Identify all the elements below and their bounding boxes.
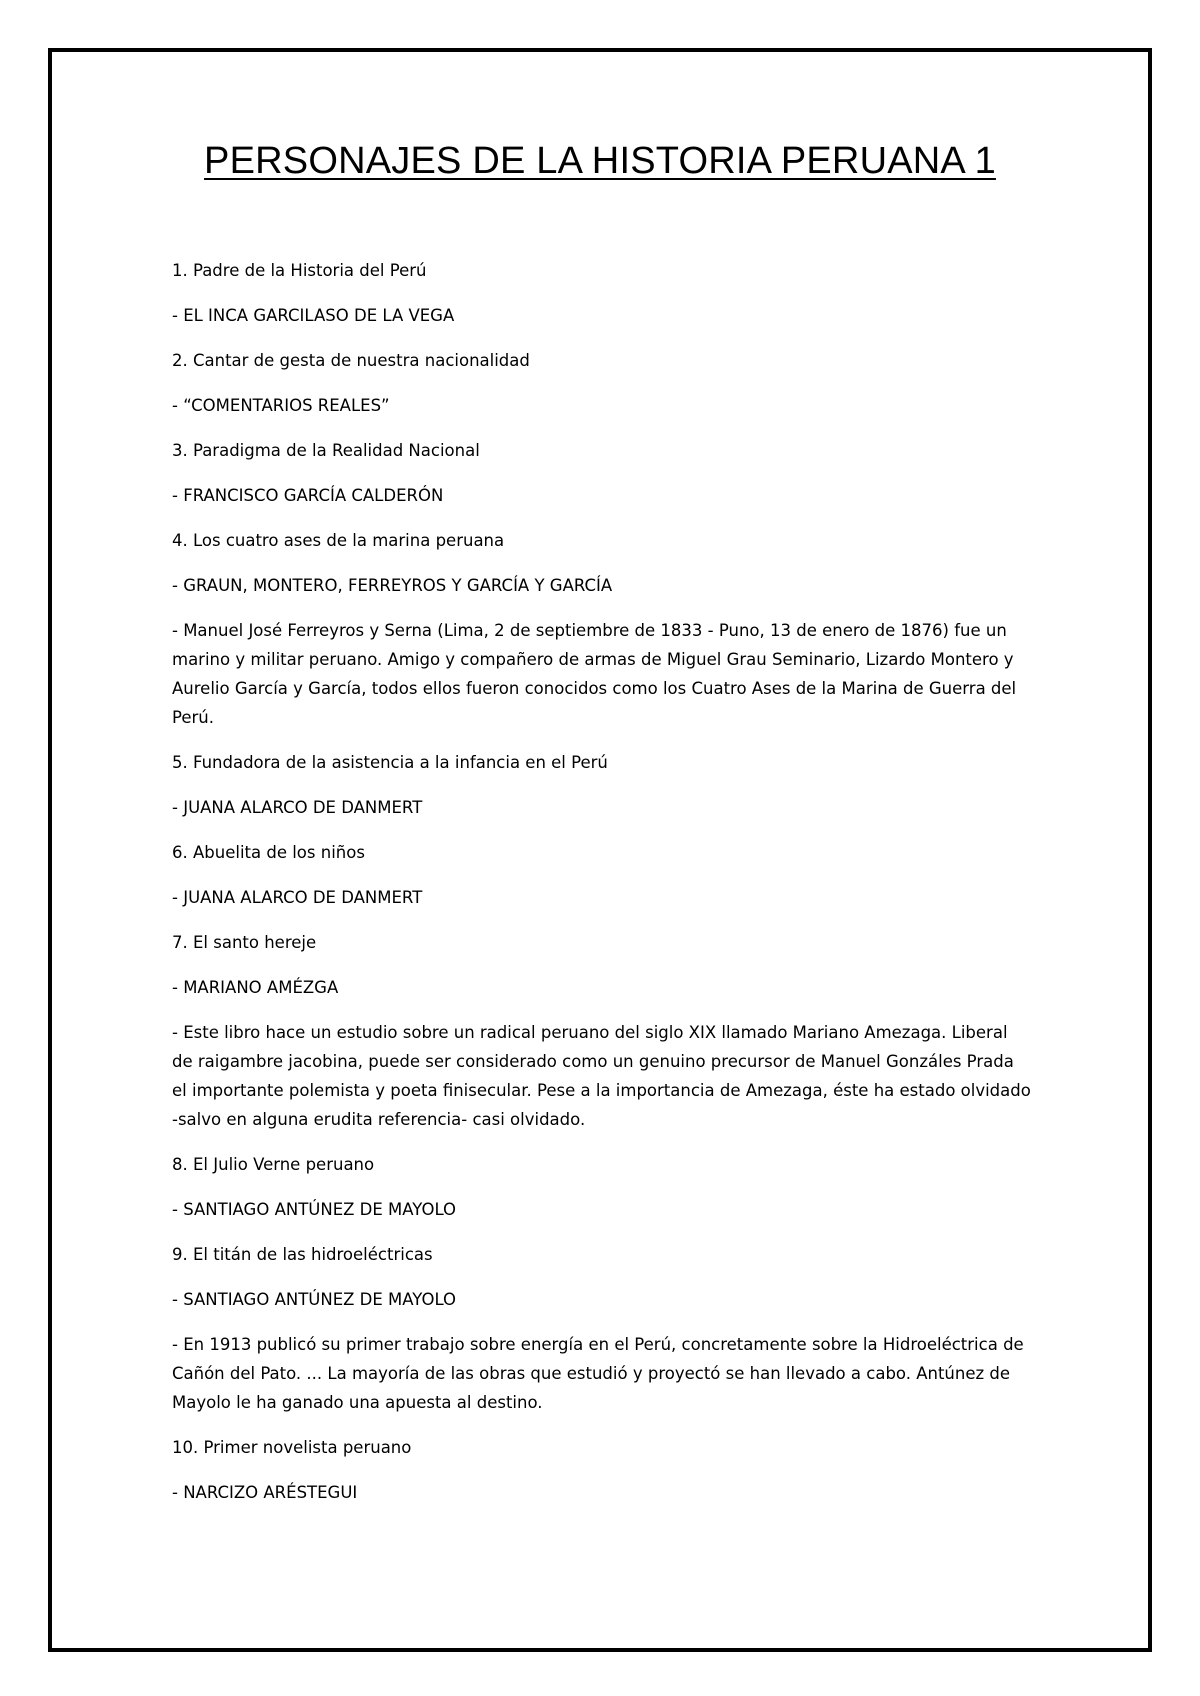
- answer-8: - SANTIAGO ANTÚNEZ DE MAYOLO: [172, 1200, 457, 1219]
- paragraph-ferreyros: - Manuel José Ferreyros y Serna (Lima, 2 de septiembre de 1833 - Puno, 13 de enero de 1876) fue un marino y militar peruano. Amigo y compañero de armas de Miguel Grau Seminario, Lizardo Montero y Aurelio García y García, todos ellos fueron conocidos como los Cuatro Ases de la Marina de Guerra del Perú.: [172, 621, 1017, 727]
- answer-6: - JUANA ALARCO DE DANMERT: [172, 888, 423, 907]
- question-6: 6. Abuelita de los niños: [172, 843, 365, 862]
- question-4: 4. Los cuatro ases de la marina peruana: [172, 531, 505, 550]
- question-3: 3. Paradigma de la Realidad Nacional: [172, 441, 480, 460]
- question-10: 10. Primer novelista peruano: [172, 1438, 412, 1457]
- answer-2: - “COMENTARIOS REALES”: [172, 396, 390, 415]
- answer-3: - FRANCISCO GARCÍA CALDERÓN: [172, 486, 444, 505]
- question-7: 7. El santo hereje: [172, 933, 317, 952]
- question-9: 9. El titán de las hidroeléctricas: [172, 1245, 433, 1264]
- question-5: 5. Fundadora de la asistencia a la infancia en el Perú: [172, 753, 608, 772]
- question-2: 2. Cantar de gesta de nuestra nacionalidad: [172, 351, 530, 370]
- paragraph-amezaga: - Este libro hace un estudio sobre un radical peruano del siglo XIX llamado Mariano Amezaga. Liberal de raigambre jacobina, puede ser considerado como un genuino precursor de Manuel Gonzáles Prada el importante polemista y poeta finisecular. Pese a la importancia de Amezaga, éste ha estado olvidado -salvo en alguna erudita referencia- casi olvidado.: [172, 1023, 1031, 1129]
- answer-1: - EL INCA GARCILASO DE LA VEGA: [172, 306, 455, 325]
- answer-10: - NARCIZO ARÉSTEGUI: [172, 1483, 358, 1502]
- paragraph-antunez: - En 1913 publicó su primer trabajo sobre energía en el Perú, concretamente sobre la Hidroeléctrica de Cañón del Pato. ... La mayoría de las obras que estudió y proyectó se han llevado a cabo. Antúnez de Mayolo le ha ganado una apuesta al destino.: [172, 1335, 1024, 1412]
- question-8: 8. El Julio Verne peruano: [172, 1155, 375, 1174]
- answer-4: - GRAUN, MONTERO, FERREYROS Y GARCÍA Y GARCÍA: [172, 576, 613, 595]
- document-body: [172, 256, 1032, 1523]
- answer-5: - JUANA ALARCO DE DANMERT: [172, 798, 423, 817]
- question-1: 1. Padre de la Historia del Perú: [172, 261, 427, 280]
- answer-7: - MARIANO AMÉZGA: [172, 978, 339, 997]
- answer-9: - SANTIAGO ANTÚNEZ DE MAYOLO: [172, 1290, 457, 1309]
- page-title: PERSONAJES DE LA HISTORIA PERUANA 1: [204, 140, 996, 182]
